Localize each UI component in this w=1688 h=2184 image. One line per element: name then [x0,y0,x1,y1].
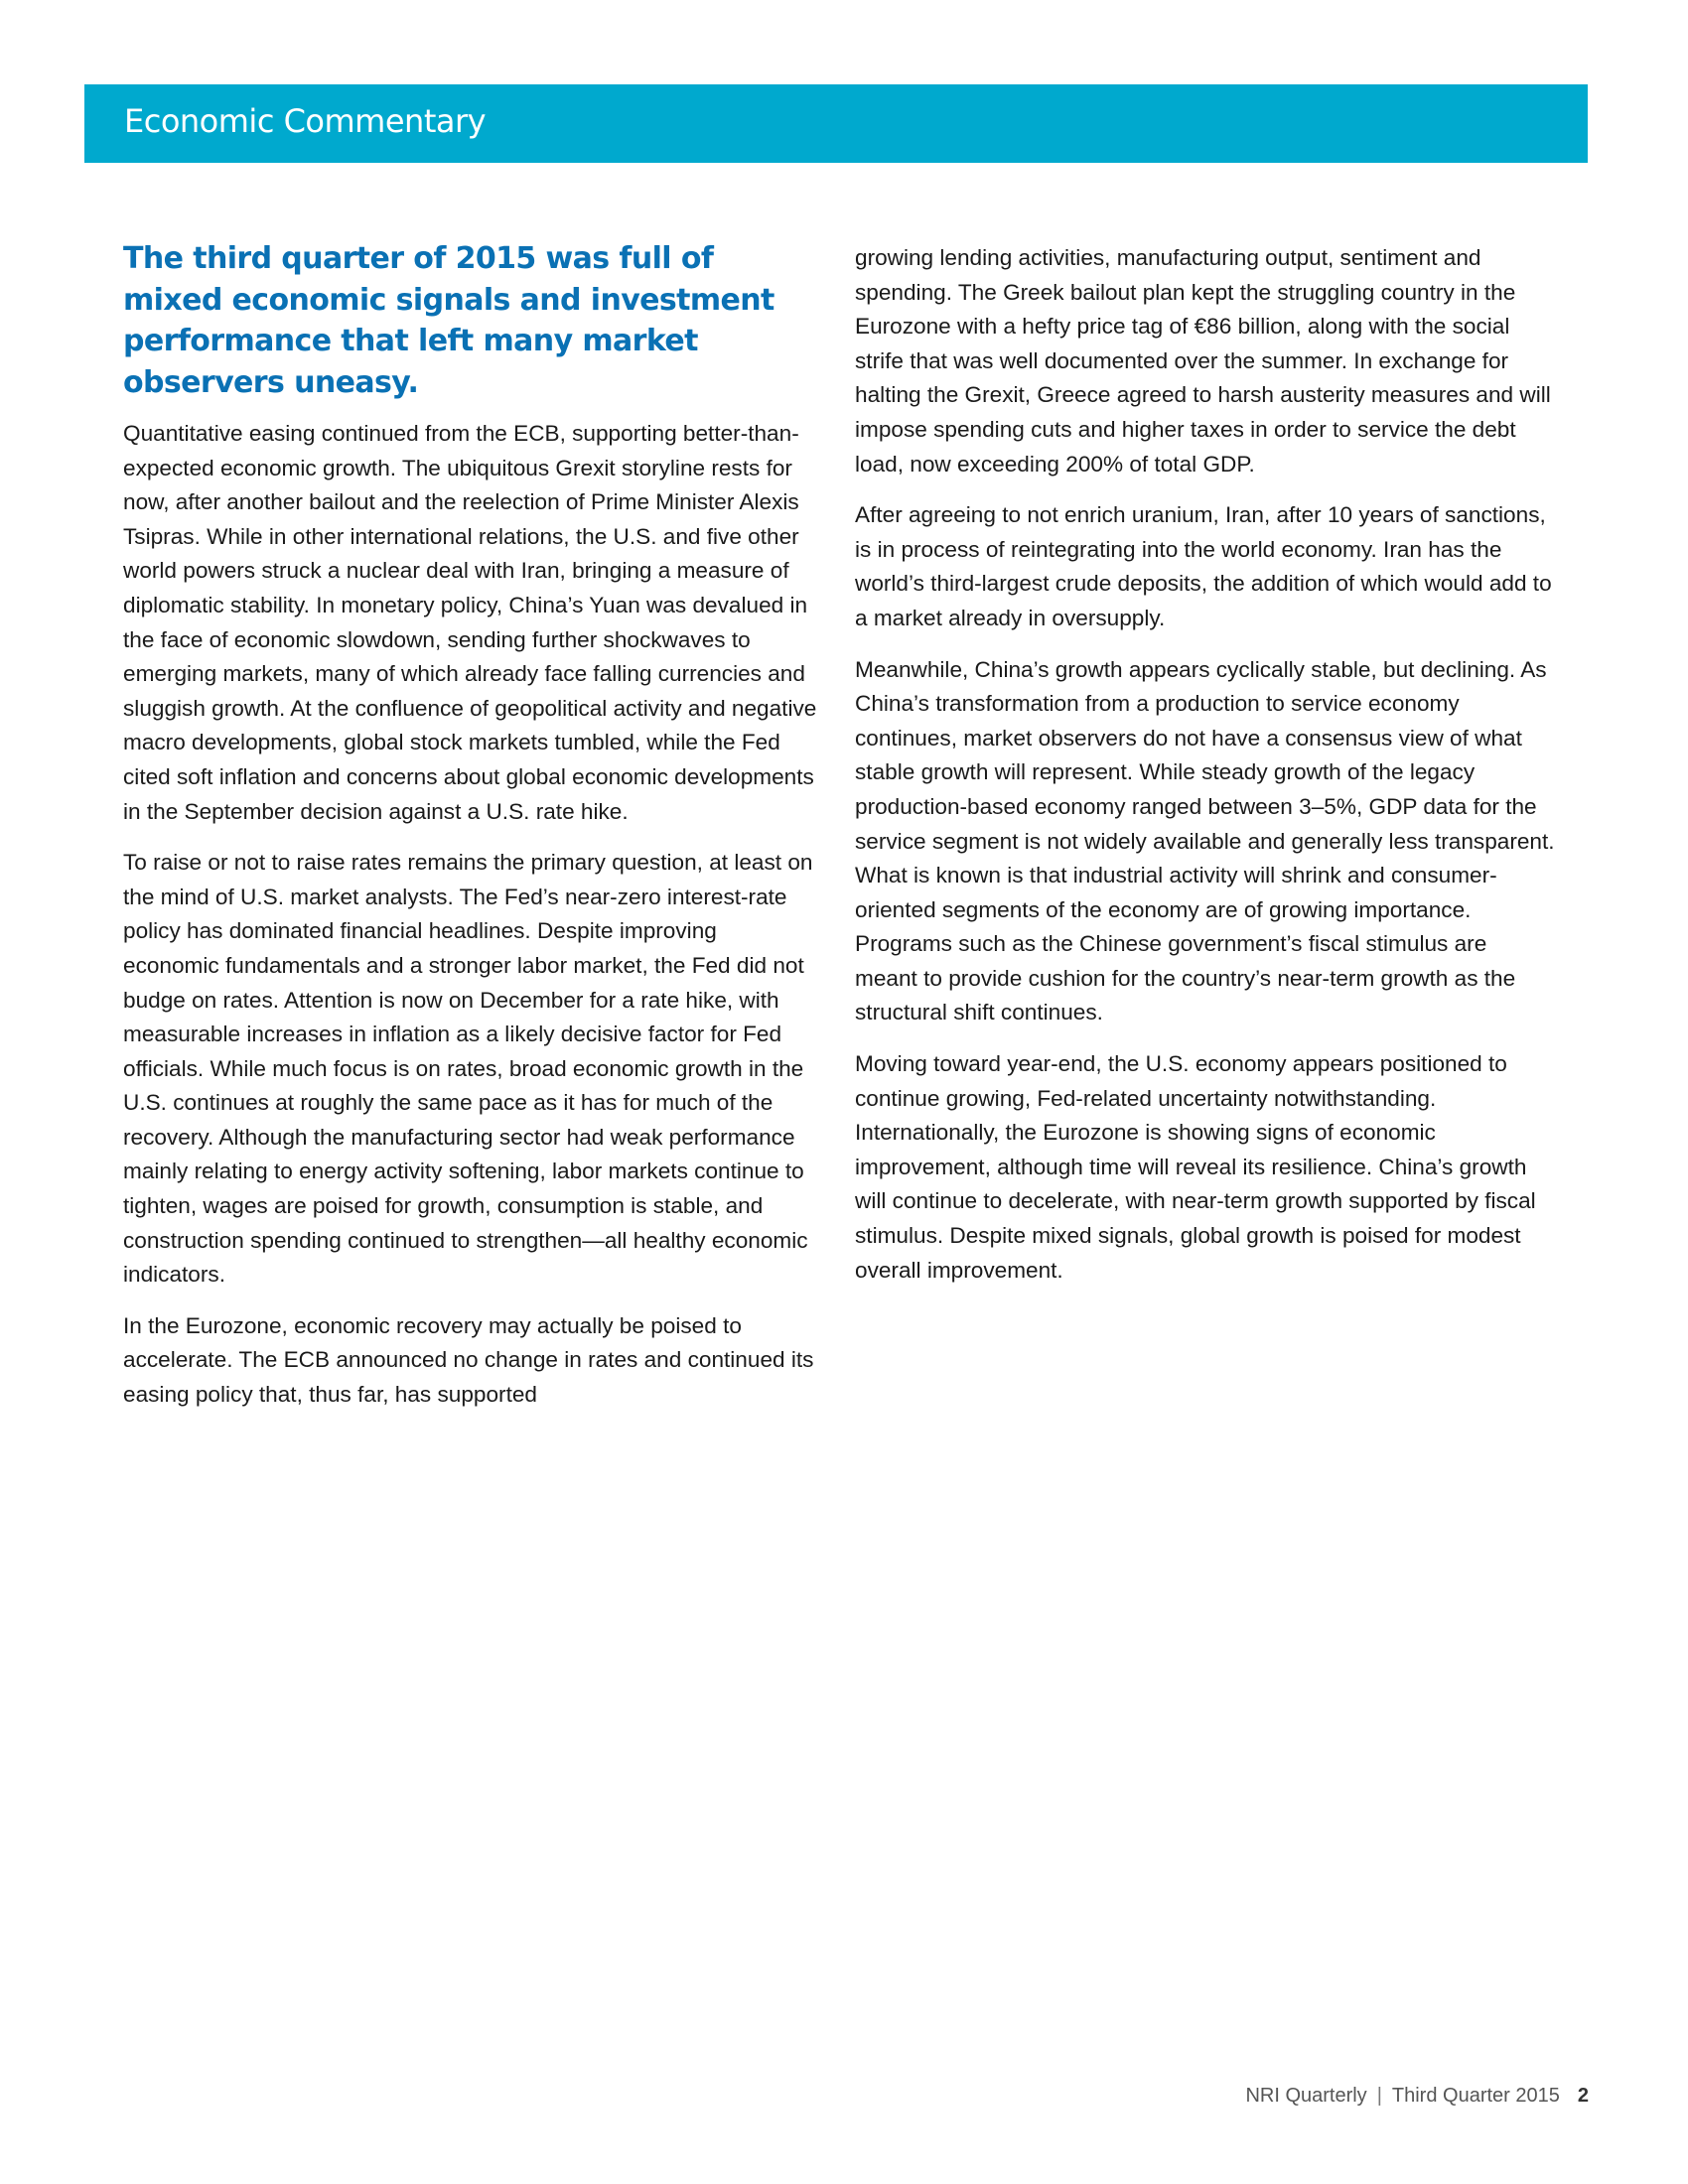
section-title: Economic Commentary [124,102,487,140]
issue-label: Third Quarter 2015 [1391,2085,1560,2107]
paragraph: growing lending activities, manufacturing output, sentiment and spending. The Greek bailout plan kept the struggling country in the Eurozone with a hefty price tag of €86 billion, along with the social strife that was well documented over the summer. In exchange for halting the Grexit, Greece agreed to harsh austerity measures and will impose spending cuts and higher taxes in order to service the debt load, now exceeding 200% of total GDP. [855,245,1551,477]
section-banner [84,84,1588,163]
publication-name: NRI Quarterly [1245,2085,1367,2107]
paragraph: Moving toward year-end, the U.S. economy appears positioned to continue growing, Fed-related uncertainty notwithstanding. Internationally, the Eurozone is showing signs of economic improvement, although time will reveal its resilience. China’s growth will continue to decelerate, with near-term growth supported by fiscal stimulus. Despite mixed signals, global growth is poised for modest overall improvement. [855,1051,1536,1283]
paragraph: After agreeing to not enrich uranium, Iran, after 10 years of sanctions, is in process of reintegrating into the world economy. Iran has the world’s third-largest crude deposits, the addition of which would add to a market already in oversupply. [855,502,1552,630]
page-footer [1245,2085,1589,2108]
footer-separator: | [1376,2085,1382,2107]
paragraph: Meanwhile, China’s growth appears cyclically stable, but declining. As China’s transformation from a production to service economy continues, market observers do not have a consensus view of what stable growth will represent. While steady growth of the legacy production-based economy ranged between 3–5%, GDP data for the service segment is not widely available and generally less transparent. What is known is that industrial activity will shrink and consumer-oriented segments of the economy are of growing importance. Programs such as the Chinese government’s fiscal stimulus are meant to provide cushion for the country’s near-term growth as the structural shift continues. [855,656,1555,1025]
headline: The third quarter of 2015 was full of mixed economic signals and investment performance that left many market observers uneasy. [123,241,774,400]
left-column [123,238,818,1430]
paragraph: In the Eurozone, economic recovery may actually be poised to accelerate. The ECB announced no change in rates and continued its easing policy that, thus far, has supported [123,1312,814,1408]
page-number: 2 [1577,2085,1589,2107]
paragraph: Quantitative easing continued from the ECB, supporting better-than-expected economic growth. The ubiquitous Grexit storyline rests for now, after another bailout and the reelection of Prime Minister Alexis Tsipras. While in other international relations, the U.S. and five other world powers struck a nuclear deal with Iran, bringing a measure of diplomatic stability. In monetary policy, China’s Yuan was devalued in the face of economic slowdown, sending further shockwaves to emerging markets, many of which already face falling currencies and sluggish growth. At the confluence of geopolitical activity and negative macro developments, global stock markets tumbled, while the Fed cited soft inflation and concerns about global economic developments in the September decision against a U.S. rate hike. [123,421,817,824]
paragraph: To raise or not to raise rates remains the primary question, at least on the mind of U.S. market analysts. The Fed’s near-zero interest-rate policy has dominated financial headlines. Despite improving economic fundamentals and a stronger labor market, the Fed did not budge on rates. Attention is now on December for a rate hike, with measurable increases in inflation as a likely decisive factor for Fed officials. While much focus is on rates, broad economic growth in the U.S. continues at roughly the same pace as it has for much of the recovery. Although the manufacturing sector had weak performance mainly relating to energy activity softening, labor markets continue to tighten, wages are poised for growth, consumption is stable, and construction spending continued to strengthen—all healthy economic indicators. [123,850,813,1288]
right-column [855,241,1555,1304]
